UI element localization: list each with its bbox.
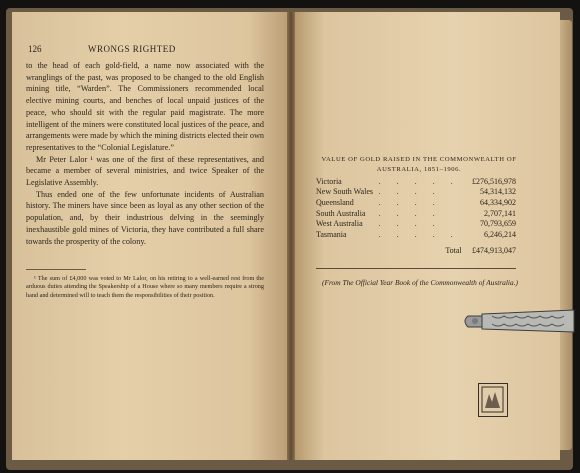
total-value: £474,913,047 <box>472 246 516 256</box>
running-head: WRONGS RIGHTED <box>88 44 176 54</box>
state-name: Victoria <box>316 176 342 186</box>
source-close: ) <box>515 278 518 287</box>
footnote-rule <box>26 269 86 270</box>
state-name: New South Wales <box>316 187 373 197</box>
leader-dots: . . . . . <box>378 229 460 239</box>
gold-value: 54,314,132 <box>480 187 516 197</box>
bookplate-stamp <box>478 383 508 417</box>
state-name: Tasmania <box>316 229 347 239</box>
stamp-emblem-icon <box>479 384 506 415</box>
leader-dots: . . . . <box>378 208 442 218</box>
table-row <box>316 218 516 229</box>
footnote: ¹ The sum of £4,000 was voted to Mr Lalor, on his retiring to a well-earned rest from the arduous duties attending the Speakership of a House where so many members require a strong hand and determined will to teach them the responsibilities of their position. <box>26 275 264 299</box>
state-name: South Australia <box>316 208 366 218</box>
paragraph: Thus ended one of the few unfortunate incidents of Australian history. The miners have since been as loyal as any other section of the population, and, by their industrious delving in the seemingly inexhaustible gold mines of Victoria, they have contributed a full share towards the prosperity of the colony. <box>26 189 264 246</box>
table-row <box>316 187 516 198</box>
gold-value: 2,707,141 <box>484 208 516 218</box>
table-row <box>316 208 516 219</box>
page-number: 126 <box>28 44 42 54</box>
table-title <box>306 155 532 175</box>
state-name: Queensland <box>316 197 354 207</box>
total-row <box>316 240 516 257</box>
table-title-line: VALUE OF GOLD RAISED IN THE COMMONWEALTH OF <box>321 156 517 163</box>
bookmark-clip-icon <box>462 304 578 338</box>
page-edges <box>560 20 572 450</box>
leader-dots: . . . . <box>378 197 442 207</box>
table-source <box>300 278 540 287</box>
paragraph: Mr Peter Lalor ¹ was one of the first of these representatives, and became a member of several ministries, and twice Speaker of the Legislative Assembly. <box>26 154 264 188</box>
leader-dots: . . . . <box>378 219 442 229</box>
table-row <box>316 229 516 240</box>
gold-value: £276,516,978 <box>472 176 516 186</box>
gold-value: 70,793,659 <box>480 219 516 229</box>
table-row <box>316 176 516 187</box>
table-bottom-rule <box>316 268 516 269</box>
leader-dots: . . . . <box>378 187 442 197</box>
total-label: Total <box>445 246 462 256</box>
source-title: The Official Year Book of the Commonwealth of Australia. <box>342 278 516 287</box>
paragraph: to the head of each gold-field, a name now associated with the wranglings of the past, was proposed to be changed to the old English mining title, “Warden”. The Commissioners recommended local elective mining courts, and benches of local unpaid justices of the peace, who should sit with the regular paid magistrate. The more intelligent of the miners were constituted local justices of the peace, and arrangements were made by which the mining districts elected their own representatives to the “Colonial Legislature.” <box>26 61 264 152</box>
gold-value: 6,246,214 <box>484 229 516 239</box>
table-row <box>316 197 516 208</box>
table-title-line: AUSTRALIA, 1851–1906. <box>376 166 462 173</box>
book-gutter <box>287 12 295 460</box>
left-page-text <box>26 60 264 247</box>
source-open: (From <box>321 278 343 287</box>
state-name: West Australia <box>316 219 363 229</box>
gold-value-table <box>316 176 516 256</box>
leader-dots: . . . . . <box>378 176 460 186</box>
gold-value: 64,334,902 <box>480 197 516 207</box>
